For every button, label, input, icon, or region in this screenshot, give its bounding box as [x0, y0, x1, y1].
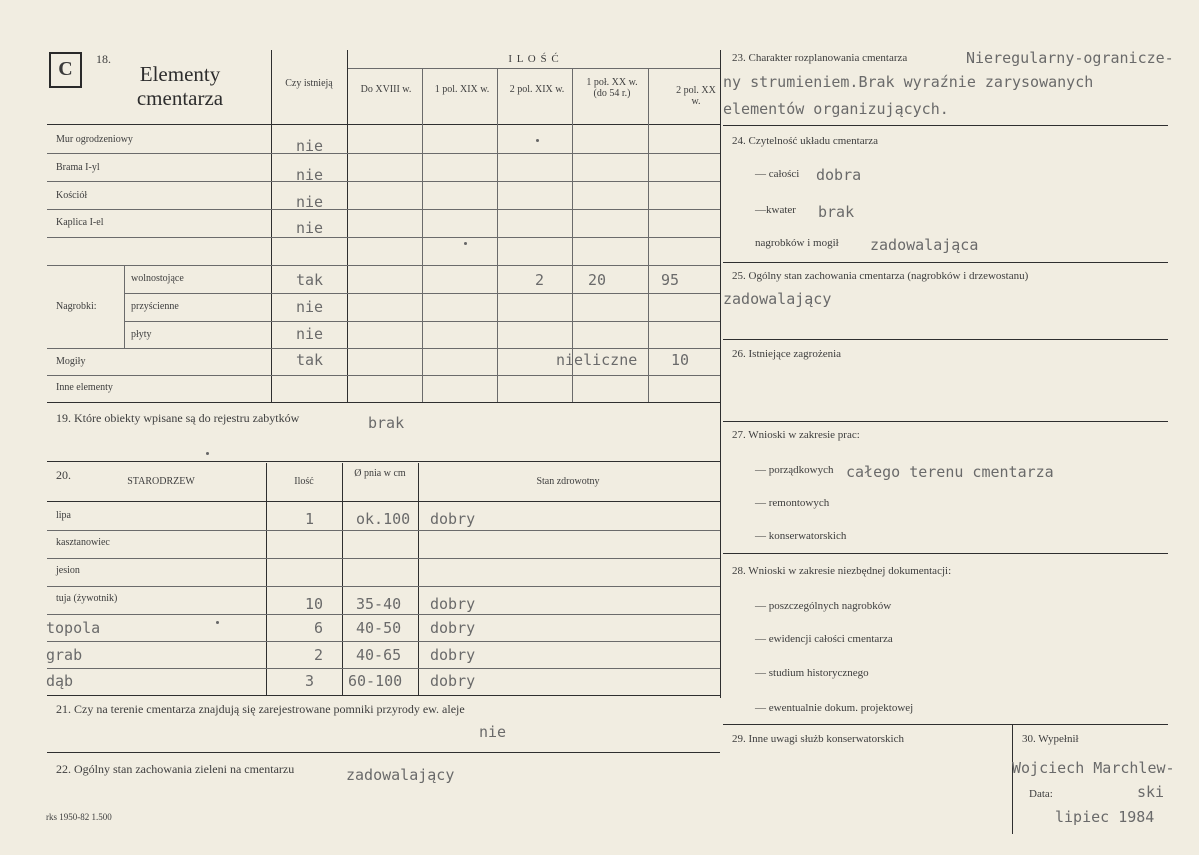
rule	[347, 68, 720, 69]
rule	[47, 124, 720, 125]
q23-value-line3: elementów organizujących.	[723, 100, 949, 118]
q24-label: 24. Czytelność układu cmentarza	[732, 135, 879, 147]
ink-dot	[536, 139, 539, 142]
row-label-inne: Inne elementy	[56, 382, 113, 393]
ink-dot	[216, 621, 219, 624]
q20-number: 20.	[56, 468, 71, 482]
col-header-czy: Czy istnieją	[285, 78, 333, 89]
rule	[723, 339, 1168, 340]
tree-pnia-grab: 40-65	[356, 646, 402, 664]
rule	[47, 181, 720, 182]
q30-date-label: Data:	[1029, 788, 1053, 800]
tree-stan-lipa: dobry	[430, 510, 476, 528]
rule	[266, 463, 267, 695]
row-value-mur: nie	[296, 137, 324, 155]
col-header-ilosc: I L O Ś Ć	[508, 53, 560, 65]
col-header-2pol-xx: 2 pol. XX w.	[676, 85, 716, 107]
col-header-ilosc: Ilość	[294, 476, 314, 487]
row-label-mur: Mur ogrodzeniowy	[56, 134, 133, 145]
q30-label: 30. Wypełnił	[1022, 733, 1079, 745]
q30-name-line2: ski	[1137, 783, 1165, 801]
q24-nagrobkow-value: zadowalająca	[870, 236, 979, 254]
form-code: rks 1950-82 1.500	[46, 812, 112, 822]
tree-pnia-lipa: ok.100	[356, 510, 411, 528]
ink-dot	[206, 452, 209, 455]
q24-calosci-value: dobra	[816, 166, 862, 184]
rule	[47, 586, 720, 587]
q22-label: 22. Ogólny stan zachowania zieleni na cmentarzu	[56, 762, 295, 776]
rule	[124, 321, 720, 322]
q26-label: 26. Istniejące zagrożenia	[732, 348, 842, 360]
q19-value: brak	[368, 414, 405, 432]
rule	[47, 153, 720, 154]
q30-name-line1: Wojciech Marchlew-	[1012, 759, 1175, 777]
row-value-wolnostojace: tak	[296, 271, 324, 289]
q21-label: 21. Czy na terenie cmentarza znajdują się zarejestrowane pomniki przyrody ew. aleje	[56, 702, 465, 716]
row-label-kosciol: Kościół	[56, 190, 88, 201]
rule	[723, 262, 1168, 263]
rule	[271, 50, 272, 402]
q23-label: 23. Charakter rozplanowania cmentarza	[732, 52, 908, 64]
tree-ilosc-tuja: 10	[305, 595, 324, 613]
tree-name-grab: grab	[46, 646, 83, 664]
tree-name-topola: topola	[46, 619, 101, 637]
row-value-plyty: nie	[296, 325, 324, 343]
q29-label: 29. Inne uwagi służb konserwatorskich	[732, 733, 904, 745]
row-label-mogily: Mogiły	[56, 356, 86, 367]
q27-porzadkowych-label: — porządkowych	[755, 464, 834, 476]
rule	[47, 375, 720, 376]
tree-stan-grab: dobry	[430, 646, 476, 664]
q28-item-1: — poszczególnych nagrobków	[755, 600, 892, 612]
ink-dot	[464, 242, 467, 245]
tree-name-lipa: lipa	[56, 510, 71, 521]
row-label-plyty: płyty	[131, 329, 152, 340]
q24-nagrobkow-label: nagrobków i mogił	[755, 237, 839, 249]
rule	[418, 463, 419, 695]
rule	[723, 553, 1168, 554]
rule	[47, 348, 720, 349]
rule	[47, 668, 720, 669]
q19-label: 19. Które obiekty wpisane są do rejestru zabytków	[56, 411, 300, 425]
row-value-mogily: tak	[296, 351, 324, 369]
col-header-2pol-xix: 2 pol. XIX w.	[509, 84, 565, 95]
title-line2: cmentarza	[136, 86, 224, 110]
row-label-kaplica: Kaplica I-el	[56, 217, 104, 228]
row-label-wolnostojace: wolnostojące	[131, 273, 184, 284]
row-label-przyscienne: przyścienne	[131, 301, 179, 312]
title-line1: Elementy	[139, 62, 221, 86]
q28-item-2: — ewidencji całości cmentarza	[755, 633, 893, 645]
col-header-do-xviii: Do XVIII w.	[360, 84, 412, 95]
tree-name-dab: dąb	[46, 672, 74, 690]
q27-porzadkowych-value: całego terenu cmentarza	[846, 463, 1054, 481]
wolnostojace-1pol-xx: 20	[588, 271, 607, 289]
tree-name-kasztanowiec: kasztanowiec	[56, 537, 110, 548]
row-value-kosciol: nie	[296, 193, 324, 211]
tree-name-tuja: tuja (żywotnik)	[56, 593, 118, 604]
rule	[47, 461, 720, 462]
tree-ilosc-lipa: 1	[305, 510, 315, 528]
q24-calosci-label: — całości	[755, 168, 800, 180]
col-header-starodrzew: STARODRZEW	[127, 476, 195, 487]
q23-value-line2: ny strumieniem.Brak wyraźnie zarysowanych	[723, 73, 1094, 91]
q25-label: 25. Ogólny stan zachowania cmentarza (nagrobków i drzewostanu)	[732, 270, 1029, 282]
tree-pnia-tuja: 35-40	[356, 595, 402, 613]
col-header-1pol-xix: 1 pol. XIX w.	[434, 84, 490, 95]
mogily-quantity-text: nieliczne	[556, 351, 638, 369]
q27-konserwatorskich-label: — konserwatorskich	[755, 530, 847, 542]
rule	[1012, 724, 1013, 834]
rule	[124, 293, 720, 294]
rule	[47, 558, 720, 559]
rule	[47, 752, 720, 753]
rule	[347, 50, 348, 402]
q22-value: zadowalający	[346, 766, 455, 784]
row-value-kaplica: nie	[296, 219, 324, 237]
rule	[47, 237, 720, 238]
rule	[497, 68, 498, 402]
wolnostojace-2pol-xix: 2	[535, 271, 545, 289]
section-letter-box	[49, 52, 82, 88]
col-header-stan: Stan zdrowotny	[536, 476, 600, 487]
q23-value-line1: Nieregularny-ogranicze-	[966, 49, 1174, 67]
nagrobki-label: Nagrobki:	[56, 301, 97, 312]
q28-item-3: — studium historycznego	[755, 667, 869, 679]
rule	[47, 265, 720, 266]
row-label-brama: Brama I-yl	[56, 162, 100, 173]
row-value-brama: nie	[296, 166, 324, 184]
tree-pnia-topola: 40-50	[356, 619, 402, 637]
rule	[422, 68, 423, 402]
rule	[47, 614, 720, 615]
tree-stan-topola: dobry	[430, 619, 476, 637]
wolnostojace-2pol-xx: 95	[661, 271, 680, 289]
col-header-1pol-xx: 1 poł. XX w. (do 54 r.)	[586, 77, 638, 99]
q27-label: 27. Wnioski w zakresie prac:	[732, 429, 860, 441]
q27-remontowych-label: — remontowych	[755, 497, 830, 509]
q30-date-value: lipiec 1984	[1055, 808, 1155, 826]
rule	[47, 641, 720, 642]
rule	[124, 265, 125, 348]
section-letter: C	[58, 58, 73, 80]
rule	[648, 68, 649, 402]
rule	[723, 421, 1168, 422]
tree-name-jesion: jesion	[56, 565, 80, 576]
q28-label: 28. Wnioski w zakresie niezbędnej dokumentacji:	[732, 565, 952, 577]
rule	[342, 463, 343, 695]
rule	[723, 724, 1168, 725]
rule	[47, 402, 720, 403]
rule	[723, 125, 1168, 126]
q28-item-4: — ewentualnie dokum. projektowej	[755, 702, 914, 714]
q25-value: zadowalający	[723, 290, 832, 308]
q21-value: nie	[479, 723, 507, 741]
mogily-2pol-xx: 10	[671, 351, 690, 369]
tree-ilosc-topola: 6	[314, 619, 324, 637]
q24-kwater-value: brak	[818, 203, 855, 221]
q18-number: 18.	[96, 52, 111, 66]
tree-ilosc-dab: 3	[305, 672, 315, 690]
col-header-pnia: Ø pnia w cm	[354, 468, 406, 479]
section-title	[110, 62, 250, 110]
rule	[47, 530, 720, 531]
q24-kwater-label: —kwater	[755, 204, 796, 216]
rule	[47, 695, 720, 696]
tree-stan-dab: dobry	[430, 672, 476, 690]
rule	[720, 50, 721, 698]
row-value-przyscienne: nie	[296, 298, 324, 316]
rule	[47, 501, 720, 502]
tree-ilosc-grab: 2	[314, 646, 324, 664]
tree-stan-tuja: dobry	[430, 595, 476, 613]
tree-pnia-dab: 60-100	[348, 672, 403, 690]
rule	[47, 209, 720, 210]
